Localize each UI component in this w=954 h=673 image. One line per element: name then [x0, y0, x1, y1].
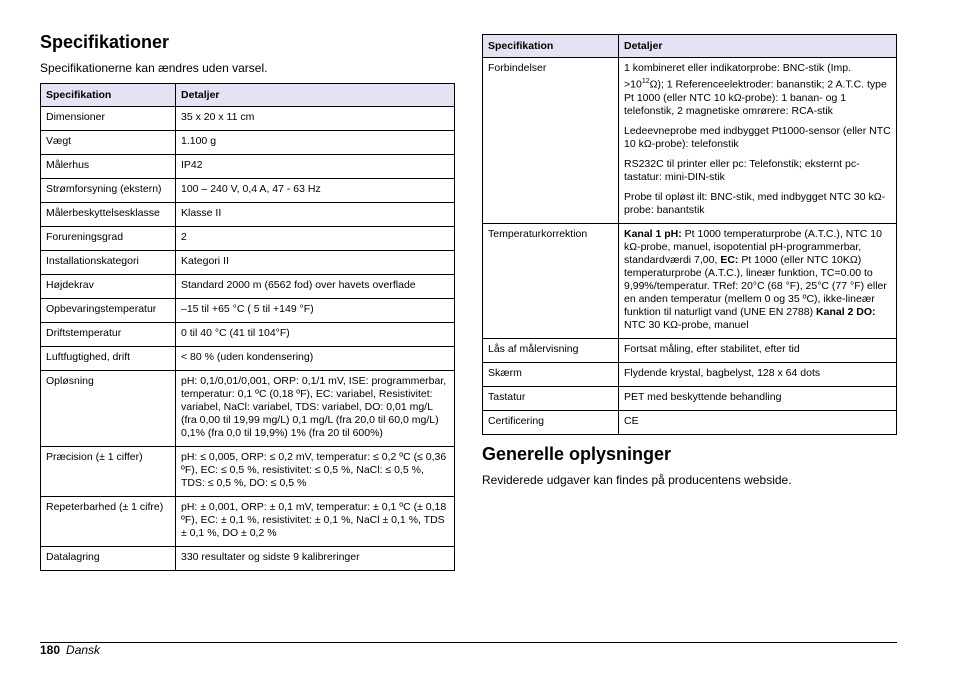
spec-name: Luftfugtighed, drift — [41, 347, 176, 371]
spec-name: Præcision (± 1 ciffer) — [41, 447, 176, 497]
table-row — [483, 223, 897, 338]
spec-name: Repeterbarhed (± 1 cifre) — [41, 497, 176, 547]
spec-detail: 2 — [176, 227, 455, 251]
footer-language: Dansk — [66, 643, 101, 657]
spec-name: Datalagring — [41, 547, 176, 571]
spec-detail: Standard 2000 m (6562 fod) over havets overflade — [176, 275, 455, 299]
spec-detail: 0 til 40 °C (41 til 104°F) — [176, 323, 455, 347]
table-row — [41, 227, 455, 251]
table-row — [483, 58, 897, 224]
table-row — [41, 179, 455, 203]
table-header-row — [41, 84, 455, 107]
table-row — [41, 371, 455, 447]
connections-paragraph-3: RS232C til printer eller pc: Telefonstik; eksternt pc-tastatur: mini-DIN-stik — [624, 157, 860, 183]
table-row — [41, 299, 455, 323]
spec-detail: pH: ≤ 0,005, ORP: ≤ 0,2 mV, temperatur: ≤ 0,2 ºC (≤ 0,36 ºF), EC: ≤ 0,5 %, resistivitet: ≤ 0,5 %, NaCl: ≤ 0,5 %, TDS: ≤ 0,5 %, DO: ≤ 0,5 % — [176, 447, 455, 497]
column-header: Specifikation — [41, 84, 176, 107]
table-row — [41, 131, 455, 155]
column-header: Specifikation — [483, 35, 619, 58]
spec-detail: Kanal 1 pH: Pt 1000 temperaturprobe (A.T.C.), NTC 10 kΩ-probe, manuel, isopotential pH-programmerbar, standardværdi 7,00, EC: Pt 1000 (eller NTC 10KΩ) temperaturprobe (A.T.C.), lineær funktion, TC=0.00 to 9,99%/temperatur. TRef: 20°C (68 °F), 25°C (77 °F) eller en anden temperatur (mellem 0 og 35 ºC), ikke-lineær funktion til naturligt vand (UNE EN 2788) Kanal 2 DO: NTC 30 KΩ-probe, manuel — [619, 223, 897, 338]
spec-name: Tastatur — [483, 386, 619, 410]
spec-detail — [619, 58, 897, 224]
spec-name: Installationskategori — [41, 251, 176, 275]
table-row — [41, 155, 455, 179]
spec-detail: < 80 % (uden kondensering) — [176, 347, 455, 371]
column-header: Detaljer — [176, 84, 455, 107]
connections-paragraph-1: 1 kombineret eller indikatorprobe: BNC-stik (Imp. $>10^{12}\Omega$); 1 Referenceelektroder: bananstik; 2 A.T.C. type Pt 1000 (eller NTC 10 kΩ-probe): 1 banan- og 1 telefonstik, 2 magnetiske omrørere: RCA-stik — [624, 62, 887, 117]
spec-name: Målerbeskyttelsesklasse — [41, 203, 176, 227]
table-row — [483, 410, 897, 434]
table-row — [41, 107, 455, 131]
spec-name: Temperaturkorrektion — [483, 223, 619, 338]
column-header: Detaljer — [619, 35, 897, 58]
table-header-row — [483, 35, 897, 58]
spec-detail: PET med beskyttende behandling — [619, 386, 897, 410]
table-row — [483, 386, 897, 410]
spec-table-right — [482, 34, 897, 435]
section-heading-specifikationer: Specifikationer — [40, 32, 170, 52]
table-row — [41, 251, 455, 275]
spec-name: Lås af målervisning — [483, 338, 619, 362]
spec-detail: Flydende krystal, bagbelyst, 128 x 64 dots — [619, 362, 897, 386]
spec-name: Skærm — [483, 362, 619, 386]
spec-intro: Specifikationerne kan ændres uden varsel. — [40, 61, 268, 75]
spec-table-left — [40, 83, 455, 571]
spec-detail: Kategori II — [176, 251, 455, 275]
spec-name: Strømforsyning (ekstern) — [41, 179, 176, 203]
page-footer — [40, 643, 100, 657]
spec-detail: CE — [619, 410, 897, 434]
spec-name: Dimensioner — [41, 107, 176, 131]
spec-name: Driftstemperatur — [41, 323, 176, 347]
table-row — [483, 362, 897, 386]
spec-detail: Klasse II — [176, 203, 455, 227]
table-row — [41, 275, 455, 299]
connections-paragraph-2: Ledeevneprobe med indbygget Pt1000-sensor (eller NTC 10 kΩ-probe): telefonstik — [624, 124, 891, 150]
spec-detail: 100 – 240 V, 0,4 A, 47 - 63 Hz — [176, 179, 455, 203]
spec-name: Opløsning — [41, 371, 176, 447]
table-row — [41, 447, 455, 497]
spec-name: Opbevaringstemperatur — [41, 299, 176, 323]
spec-detail: 35 x 20 x 11 cm — [176, 107, 455, 131]
spec-name: Vægt — [41, 131, 176, 155]
spec-detail: –15 til +65 °C ( 5 til +149 °F) — [176, 299, 455, 323]
spec-detail: pH: 0,1/0,01/0,001, ORP: 0,1/1 mV, ISE: programmerbar, temperatur: 0,1 ºC (0,18 ºF), EC: variabel, Resistivitet: variabel, NaCl: variabel, TDS: variabel, DO: 0,01 mg/L (fra 0,00 til 19,99 mg/L) 0,1 mg/L (fra 20,0 til 60,0 mg/L) 0,1% (fra 0,0 til 19,9%) 1% (fra 20 til 600%) — [176, 371, 455, 447]
spec-detail: Fortsat måling, efter stabilitet, efter tid — [619, 338, 897, 362]
spec-name: Certificering — [483, 410, 619, 434]
spec-name: Forureningsgrad — [41, 227, 176, 251]
connections-paragraph-4: Probe til opløst ilt: BNC-stik, med indbygget NTC 30 kΩ-probe: banantstik — [624, 190, 886, 216]
spec-detail: IP42 — [176, 155, 455, 179]
page-number: 180 — [40, 643, 61, 657]
spec-name: Målerhus — [41, 155, 176, 179]
footer-divider — [40, 642, 897, 643]
spec-detail: 330 resultater og sidste 9 kalibreringer — [176, 547, 455, 571]
spec-detail: 1.100 g — [176, 131, 455, 155]
section-heading-generelle-oplysninger: Generelle oplysninger — [482, 444, 672, 464]
table-row — [41, 203, 455, 227]
table-row — [41, 323, 455, 347]
table-row — [41, 547, 455, 571]
spec-detail: pH: ± 0,001, ORP: ± 0,1 mV, temperatur: ± 0,1 ºC (± 0,18 ºF), EC: ± 0,1 %, resistivitet: ± 0,1 %, NaCl ± 0,1 %, TDS ± 0,1 %, DO ± 0,2 % — [176, 497, 455, 547]
spec-name: Forbindelser — [483, 58, 619, 224]
table-row — [483, 338, 897, 362]
spec-name: Højdekrav — [41, 275, 176, 299]
table-row — [41, 347, 455, 371]
table-row — [41, 497, 455, 547]
general-info-text: Reviderede udgaver kan findes på producentens webside. — [482, 473, 792, 487]
